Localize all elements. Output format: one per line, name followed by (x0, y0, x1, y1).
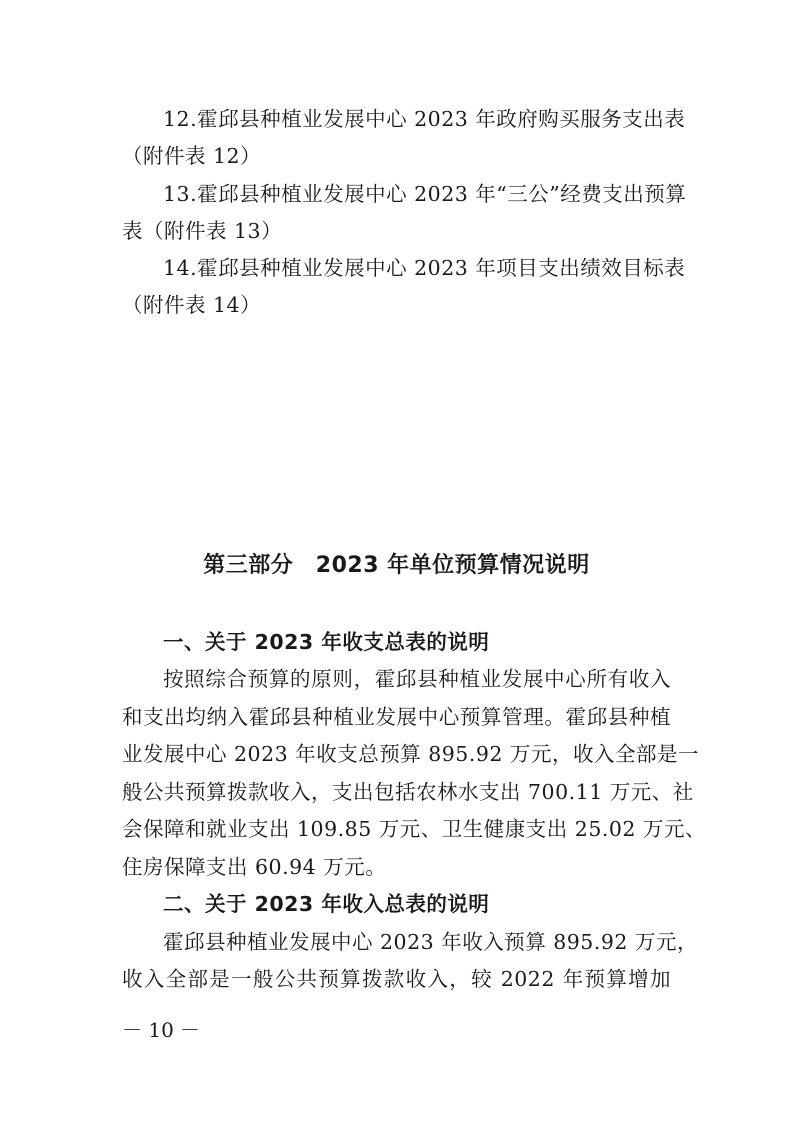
attachment-12-line2: （附件表 12） (122, 144, 262, 168)
section1-heading: 一、关于 2023 年收支总表的说明 (163, 630, 490, 654)
part-title: 第三部分 2023 年单位预算情况说明 (203, 553, 590, 578)
section1-line6: 住房保障支出 60.94 万元。 (122, 855, 387, 879)
attachment-13-line2: 表（附件表 13） (122, 219, 283, 243)
section2-line1: 霍邱县种植业发展中心 2023 年收入预算 895.92 万元， (163, 930, 698, 954)
attachment-14-line2: （附件表 14） (122, 293, 262, 317)
section1-line3: 业发展中心 2023 年收支总预算 895.92 万元，收入全部是一 (122, 742, 699, 766)
section1-line4: 般公共预算拨款收入，支出包括农林水支出 700.11 万元、社 (122, 780, 694, 804)
section1-line2: 和支出均纳入霍邱县种植业发展中心预算管理。霍邱县种植 (122, 705, 671, 729)
section2-line2: 收入全部是一般公共预算拨款收入，较 2022 年预算增加 (122, 967, 671, 991)
attachment-13-line1: 13.霍邱县种植业发展中心 2023 年“三公”经费支出预算 (163, 182, 687, 206)
section1-line5: 会保障和就业支出 109.85 万元、卫生健康支出 25.02 万元、 (122, 817, 706, 841)
attachment-12-line1: 12.霍邱县种植业发展中心 2023 年政府购买服务支出表 (163, 107, 686, 131)
section2-heading: 二、关于 2023 年收入总表的说明 (163, 892, 490, 916)
section1-line1: 按照综合预算的原则，霍邱县种植业发展中心所有收入 (163, 667, 671, 691)
page-number: － 10 － (122, 1018, 201, 1042)
attachment-14-line1: 14.霍邱县种植业发展中心 2023 年项目支出绩效目标表 (163, 256, 686, 280)
